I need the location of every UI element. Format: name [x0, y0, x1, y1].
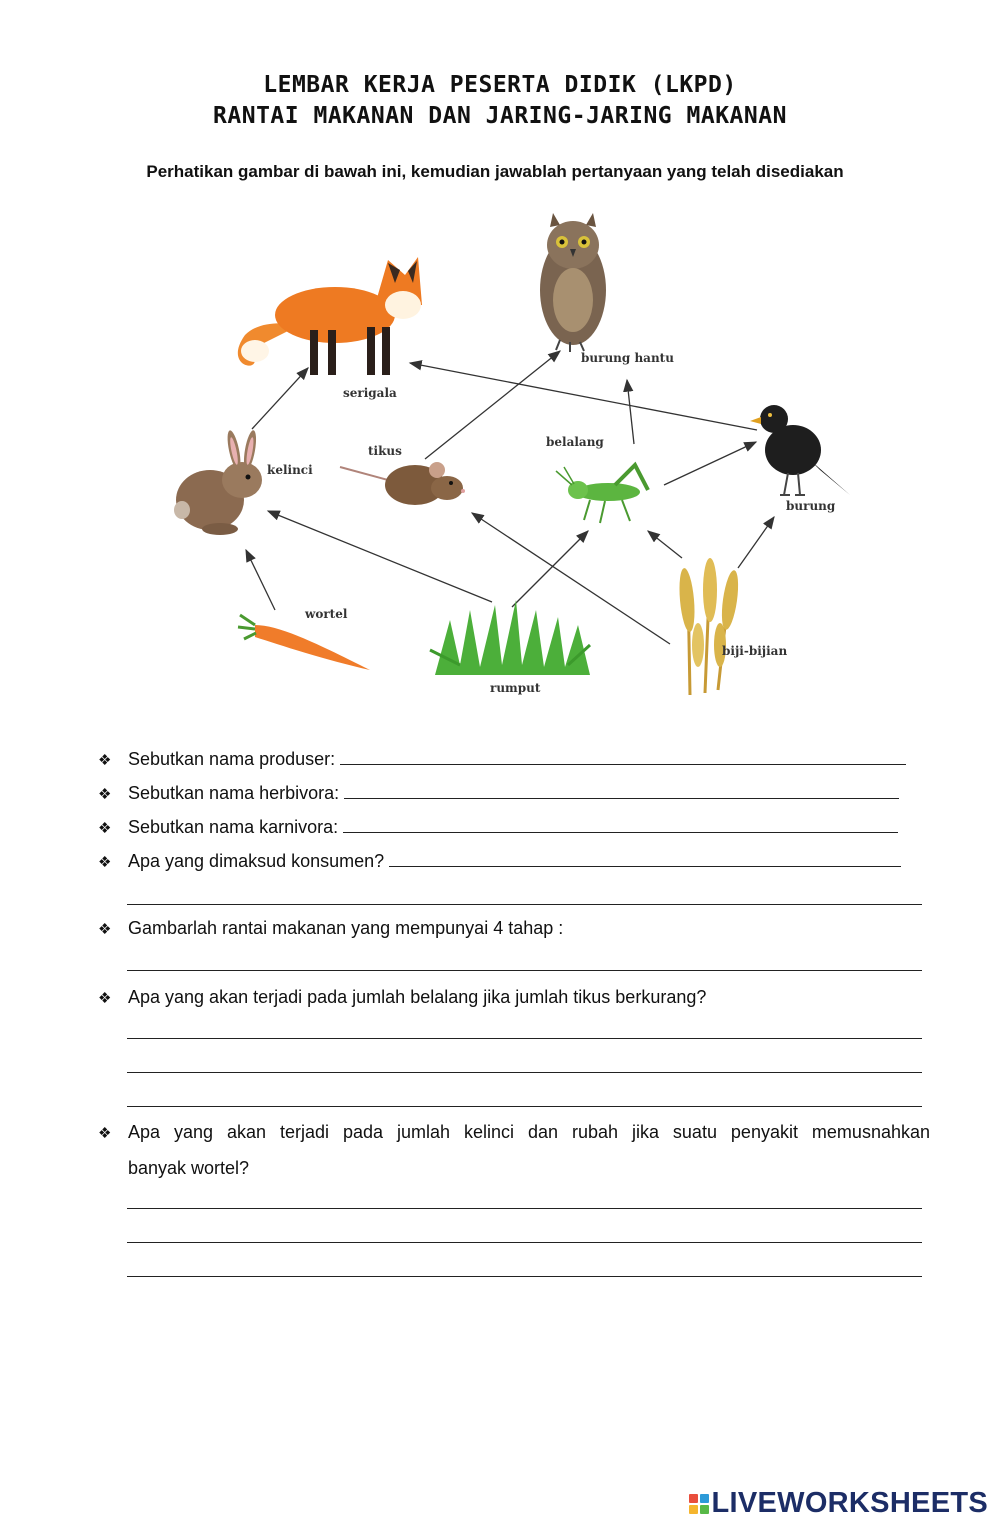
diamond-bullet-icon: ❖ [98, 854, 112, 871]
question-text: Apa yang dimaksud konsumen? [128, 851, 385, 871]
question-text: Apa yang akan terjadi pada jumlah belalang jika jumlah tikus berkurang? [128, 987, 707, 1007]
question-producer [98, 742, 906, 778]
carrot-illustration [238, 615, 370, 670]
food-web-arrows [246, 351, 774, 644]
arrow-grain-to-mouse [472, 513, 670, 644]
answer-line-rabbit-fox-2[interactable] [127, 1242, 922, 1243]
answer-line-grasshopper-2[interactable] [127, 1072, 922, 1073]
fox-illustration [238, 257, 422, 375]
arrow-grain-to-grasshopper [648, 531, 682, 558]
bird-illustration [750, 405, 850, 495]
answer-line-rabbit-fox-1[interactable] [127, 1208, 922, 1209]
question-food-chain [98, 911, 563, 947]
arrow-rabbit-to-fox [252, 368, 308, 429]
diamond-bullet-icon: ❖ [98, 752, 112, 769]
diamond-bullet-icon: ❖ [98, 921, 112, 938]
arrow-grasshopper-to-bird [664, 442, 756, 485]
label-grasshopper: belalang [546, 435, 604, 449]
answer-line-consumer[interactable] [389, 844, 901, 867]
question-grasshopper [98, 980, 706, 1016]
liveworksheets-brand-text: LIVEWORKSHEETS [711, 1487, 988, 1519]
label-bird: burung [786, 499, 836, 513]
answer-line-rabbit-fox-3[interactable] [127, 1276, 922, 1277]
answer-line-grasshopper-3[interactable] [127, 1106, 922, 1107]
label-fox: serigala [343, 386, 397, 400]
question-carnivore [98, 810, 898, 846]
question-text: Gambarlah rantai makanan yang mempunyai 4 tahap : [128, 918, 564, 938]
answer-line-food-chain[interactable] [127, 970, 922, 971]
grain-illustration [677, 558, 741, 695]
food-web-diagram [160, 205, 860, 705]
answer-line-producer[interactable] [340, 742, 906, 765]
diamond-bullet-icon: ❖ [98, 990, 112, 1007]
answer-line-carnivore[interactable] [343, 810, 898, 833]
question-text-continued: banyak wortel? [128, 1158, 250, 1178]
worksheet-title-line2: RANTAI MAKANAN DAN JARING-JARING MAKANAN [213, 103, 787, 129]
question-rabbit-fox [98, 1115, 930, 1185]
mouse-illustration [340, 462, 465, 505]
worksheet-title-line1: LEMBAR KERJA PESERTA DIDIK (LKPD) [263, 72, 737, 98]
diamond-bullet-icon: ❖ [98, 820, 112, 837]
question-text: Sebutkan nama karnivora: [128, 817, 339, 837]
question-text: Apa yang akan terjadi pada jumlah kelinci dan rubah jika suatu penyakit memusnahkan [128, 1122, 930, 1142]
question-text: Sebutkan nama herbivora: [128, 783, 340, 803]
rabbit-illustration [174, 429, 262, 535]
arrow-grass-to-grasshopper [512, 531, 588, 607]
diamond-bullet-icon: ❖ [98, 786, 112, 803]
label-owl: burung hantu [581, 351, 674, 365]
answer-line-grasshopper-1[interactable] [127, 1038, 922, 1039]
answer-line-herbivore[interactable] [344, 776, 899, 799]
liveworksheets-logo [689, 1487, 989, 1520]
answer-line-consumer-2[interactable] [127, 904, 922, 905]
diamond-bullet-icon: ❖ [98, 1125, 112, 1142]
arrow-grass-to-rabbit [268, 511, 492, 602]
label-grain: biji-bijian [722, 644, 788, 658]
arrow-grain-to-bird [738, 517, 774, 568]
grasshopper-illustration [556, 465, 648, 523]
question-text: Sebutkan nama produser: [128, 749, 336, 769]
question-herbivore [98, 776, 899, 812]
arrow-carrot-to-rabbit [246, 550, 275, 610]
label-rabbit: kelinci [267, 463, 313, 477]
arrow-mouse-to-owl [425, 351, 560, 459]
owl-illustration [540, 213, 606, 352]
instruction-text: Perhatikan gambar di bawah ini, kemudian jawablah pertanyaan yang telah disediakan [146, 162, 844, 181]
grass-illustration [430, 600, 590, 675]
liveworksheets-logo-icon [689, 1494, 709, 1514]
label-grass: rumput [490, 681, 541, 695]
label-carrot: wortel [305, 607, 348, 621]
arrow-grasshopper-to-owl [627, 380, 634, 444]
arrow-bird-to-fox [410, 363, 757, 430]
question-consumer [98, 844, 901, 880]
label-mouse: tikus [368, 444, 402, 458]
